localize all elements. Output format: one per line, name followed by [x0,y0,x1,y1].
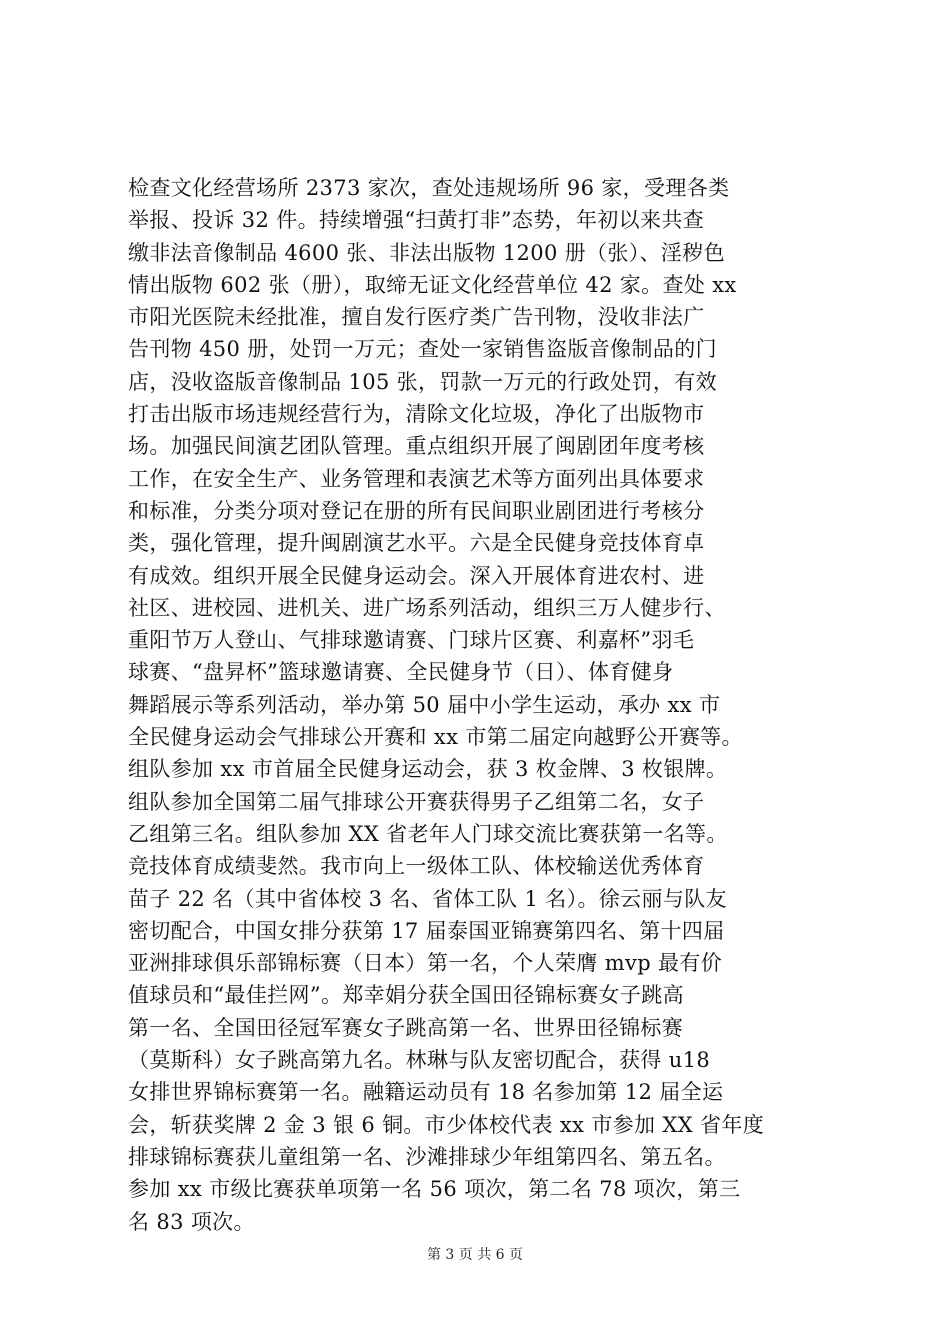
text-line: 女排世界锦标赛第一名。融籍运动员有 18 名参加第 12 届全运 [128,1080,724,1105]
text-line: 打击出版市场违规经营行为，清除文化垃圾，净化了出版物市 [128,402,705,427]
text-line: 社区、进校园、进机关、进广场系列活动，组织三万人健步行、 [128,595,726,620]
text-line: 情出版物 602 张（册），取缔无证文化经营单位 42 家。查处 xx [128,272,737,297]
text-line: 店，没收盗版音像制品 105 张，罚款一万元的行政处罚，有效 [128,369,717,394]
text-line: 重阳节万人登山、气排球邀请赛、门球片区赛、利嘉杯”羽毛 [128,628,695,653]
text-line: 缴非法音像制品 4600 张、非法出版物 1200 册（张）、淫秽色 [128,240,725,265]
text-line: 检查文化经营场所 2373 家次，查处违规场所 96 家，受理各类 [128,176,730,200]
page-number-footer: 第 3 页 共 6 页 [426,1247,524,1263]
text-line: 参加 xx 市级比赛获单项第一名 56 项次，第二名 78 项次，第三 [128,1177,741,1202]
text-line: 和标准，分类分项对登记在册的所有民间职业剧团进行考核分 [128,498,705,523]
text-line: 全民健身运动会气排球公开赛和 xx 市第二届定向越野公开赛等。 [128,725,743,750]
text-line: 名 83 项次。 [128,1209,255,1234]
body-text [128,172,828,1238]
text-line: 举报、投诉 32 件。持续增强“扫黄打非”态势，年初以来共查 [128,208,705,233]
text-line: （莫斯科）女子跳高第九名。林琳与队友密切配合，获得 u18 [128,1048,711,1073]
text-line: 舞蹈展示等系列活动，举办第 50 届中小学生运动，承办 xx 市 [128,692,721,717]
text-line: 竞技体育成绩斐然。我市向上一级体工队、体校输送优秀体育 [128,854,705,879]
text-line: 组队参加全国第二届气排球公开赛获得男子乙组第二名，女子 [128,789,705,814]
text-line: 排球锦标赛获儿童组第一名、沙滩排球少年组第四名、第五名。 [128,1144,726,1169]
text-line: 组队参加 xx 市首届全民健身运动会，获 3 枚金牌、3 枚银牌。 [128,757,728,782]
text-line: 市阳光医院未经批准，擅自发行医疗类广告刊物，没收非法广 [128,305,705,330]
text-line: 工作，在安全生产、业务管理和表演艺术等方面列出具体要求 [128,466,705,491]
text-line: 场。加强民间演艺团队管理。重点组织开展了闽剧团年度考核 [128,434,705,459]
text-line: 类，强化管理，提升闽剧演艺水平。六是全民健身竞技体育卓 [128,531,705,556]
text-line: 乙组第三名。组队参加 XX 省老年人门球交流比赛获第一名等。 [128,821,728,846]
text-line: 苗子 22 名（其中省体校 3 名、省体工队 1 名）。徐云丽与队友 [128,886,727,911]
text-line: 亚洲排球俱乐部锦标赛（日本）第一名，个人荣膺 mvp 最有价 [128,951,723,976]
text-line: 有成效。组织开展全民健身运动会。深入开展体育进农村、进 [128,563,705,588]
text-line: 密切配合，中国女排分获第 17 届泰国亚锦赛第四名、第十四届 [128,918,725,943]
text-line: 会，斩获奖牌 2 金 3 银 6 铜。市少体校代表 xx 市参加 XX 省年度 [128,1112,765,1137]
text-line: 球赛、“盘昇杯”篮球邀请赛、全民健身节（日）、体育健身 [128,660,674,685]
text-line: 告刊物 450 册，处罚一万元；查处一家销售盗版音像制品的门 [128,337,717,362]
text-line: 值球员和“最佳拦网”。郑幸娟分获全国田径锦标赛女子跳高 [128,983,684,1008]
text-line: 第一名、全国田径冠军赛女子跳高第一名、世界田径锦标赛 [128,1015,684,1040]
